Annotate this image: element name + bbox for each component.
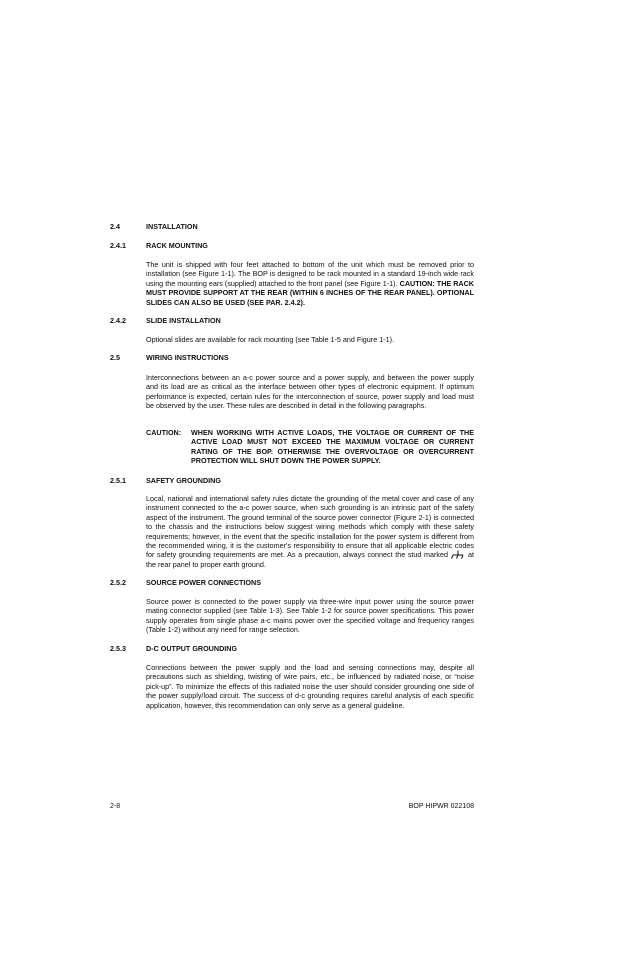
section-heading-2-4 (110, 222, 198, 231)
section-heading-2-5-3 (110, 644, 237, 653)
section-number: 2.4.2 (110, 316, 126, 325)
section-title: D-C OUTPUT GROUNDING (146, 644, 238, 653)
section-title: SOURCE POWER CONNECTIONS (146, 578, 262, 587)
section-number: 2.4.1 (110, 241, 126, 250)
page-number: 2-8 (110, 803, 121, 810)
section-title: SAFETY GROUNDING (146, 476, 221, 485)
rack-mounting-paragraph (146, 260, 474, 307)
wiring-paragraph: Interconnections between an a-c power source and a power supply, and between the power supply and its load are as critical as the interface between other types of electronic equipment. If optimum performance is expected, certain rules for the interconnection of source, power supply and load must be observed by the user. These rules are described in detail in the following paragraphs. (146, 373, 474, 411)
section-title: INSTALLATION (146, 222, 198, 231)
rack-mounting-text: The unit is shipped with four feet attached to bottom of the unit which must be removed prior to installation (see Figure 1-1). The BOP is designed to be rack mounted in a standard 19-inch wide rack using the mounting ears (supplied) attached to the front panel (see Figure 1-1). (146, 260, 474, 288)
document-id: BOP HIPWR 022108 (408, 803, 474, 810)
section-title: RACK MOUNTING (146, 241, 208, 250)
section-number: 2.5.3 (110, 644, 126, 653)
section-heading-2-5-1 (110, 476, 221, 485)
slide-installation-paragraph: Optional slides are available for rack mounting (see Table 1-5 and Figure 1-1). (146, 335, 394, 344)
section-heading-2-5 (110, 353, 229, 362)
section-number: 2.5.2 (110, 578, 126, 587)
section-heading-2-4-2 (110, 316, 221, 325)
dc-grounding-paragraph: Connections between the power supply and the load and sensing connections may, despite all precautions such as shielding, twisting of wire pairs, etc., be influenced by radiated noise, or “noise pick-up”. To minimize the effects of this radiated noise the user should consider grounding one side of the power supply/load circuit. The success of d-c grounding requires careful analysis of each specific application, however, this recommendation can only serve as a general guideline. (146, 663, 474, 710)
section-number: 2.5 (110, 353, 120, 362)
section-number: 2.5.1 (110, 476, 126, 485)
source-power-paragraph: Source power is connected to the power supply via three-wire input power using the source power mating connector supplied (see Table 1-3). See Table 1-2 for source power specifications. This power supply operates from single phase a-c mains power over the specified voltage and frequency ranges (Table 1-2) without any need for range selection. (146, 597, 474, 635)
caution-text: WHEN WORKING WITH ACTIVE LOADS, THE VOLTAGE OR CURRENT OF THE ACTIVE LOAD MUST NOT EXCEED THE MAXIMUM VOLTAGE OR CURRENT RATING OF THE BOP. OTHERWISE THE OVERVOLTAGE OR OVERCURRENT PROTECTION WILL SHUT DOWN THE POWER SUPPLY. (191, 428, 474, 466)
section-heading-2-4-1 (110, 241, 208, 250)
section-number: 2.4 (110, 222, 120, 231)
safety-grounding-text-end: at the rear panel to proper earth ground. (146, 550, 474, 569)
section-title: SLIDE INSTALLATION (146, 316, 221, 325)
rack-mounting-caution: CAUTION: THE RACK MUST PROVIDE SUPPORT AT THE REAR (WITHIN 6 INCHES OF THE REAR PANEL). OPTIONAL SLIDES CAN ALSO BE USED (SEE PAR. 2.4.2). (146, 278, 474, 307)
safety-grounding-paragraph (146, 494, 474, 569)
safety-grounding-text: Local, national and international safety rules dictate the grounding of the metal cover and case of any instrument connected to the a-c power source, when such grounding is an intrinsic part of the safety aspect of the instrument. The ground terminal of the source power connector (Figure 2-1) is connected to the chassis and the instructions below suggest wiring methods which comply with these safety requirements; however, in the event that the specific installation for the power system is different from the recommended wiring, it is the customer's responsibility to ensure that all applicable electric codes for safety grounding requirements are met. As a precaution, always connect the stud marked (146, 494, 474, 560)
section-title: WIRING INSTRUCTIONS (146, 353, 229, 362)
caution-label: CAUTION: (146, 428, 182, 437)
section-heading-2-5-2 (110, 578, 261, 587)
chassis-ground-icon (451, 550, 465, 559)
